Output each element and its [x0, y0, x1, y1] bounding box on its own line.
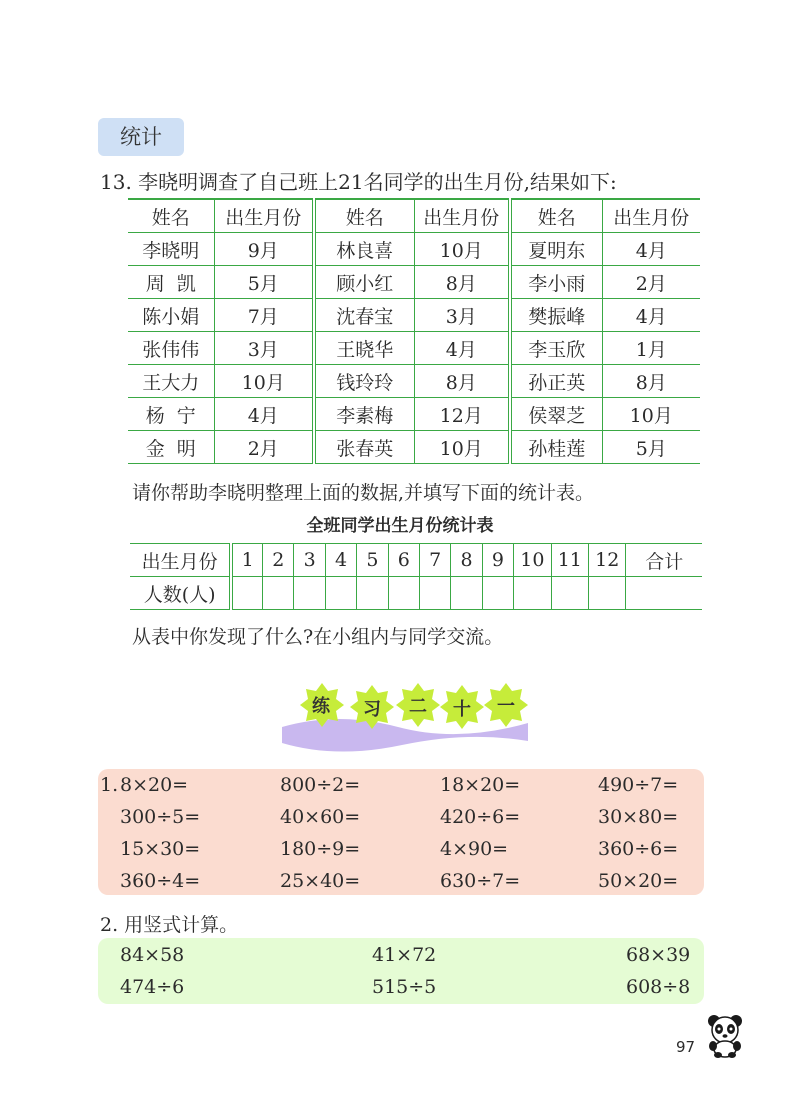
student-name: 王晓华	[314, 332, 414, 365]
student-name: 张伟伟	[128, 332, 214, 365]
month-cell: 12	[589, 544, 626, 577]
student-name: 钱玲玲	[314, 365, 414, 398]
exercise-number: 1.	[100, 774, 119, 796]
student-name: 孙桂莲	[510, 431, 602, 464]
header-name: 姓名	[510, 199, 602, 233]
birth-month: 10月	[602, 398, 700, 431]
section-tag: 统计	[98, 118, 184, 156]
header-name: 姓名	[128, 199, 214, 233]
student-name: 李小雨	[510, 266, 602, 299]
student-name: 李晓明	[128, 233, 214, 266]
count-blank[interactable]	[263, 577, 294, 610]
header-month: 出生月份	[414, 199, 510, 233]
birth-month-table	[128, 198, 700, 464]
student-name: 金 明	[128, 431, 214, 464]
month-cell: 9	[482, 544, 513, 577]
stat-count-row	[130, 577, 702, 610]
oral-calc-item: 50×20=	[598, 870, 679, 892]
student-name: 陈小娟	[128, 299, 214, 332]
birth-month: 1月	[602, 332, 700, 365]
student-name: 李玉欣	[510, 332, 602, 365]
birth-month: 2月	[214, 431, 314, 464]
table-row	[128, 431, 700, 464]
header-month: 出生月份	[602, 199, 700, 233]
count-blank[interactable]	[325, 577, 356, 610]
student-name: 杨 宁	[128, 398, 214, 431]
student-name: 沈春宝	[314, 299, 414, 332]
birth-month: 4月	[414, 332, 510, 365]
birth-month: 8月	[414, 365, 510, 398]
birth-month: 8月	[602, 365, 700, 398]
month-cell: 5	[357, 544, 388, 577]
written-calc-item: 608÷8	[626, 976, 691, 998]
student-name: 李素梅	[314, 398, 414, 431]
oral-calc-item: 630÷7=	[440, 870, 521, 892]
oral-calc-item: 360÷6=	[598, 838, 679, 860]
oral-calc-item: 490÷7=	[598, 774, 679, 796]
page-number: 97	[676, 1038, 696, 1056]
oral-calc-item: 300÷5=	[120, 806, 201, 828]
question-13-text: 13. 李晓明调查了自己班上21名同学的出生月份,结果如下:	[100, 170, 617, 194]
stat-month-row	[130, 544, 702, 577]
oral-calc-item: 800÷2=	[280, 774, 361, 796]
banner-char: 十	[453, 699, 471, 720]
count-blank[interactable]	[357, 577, 388, 610]
birth-month: 10月	[414, 431, 510, 464]
oral-calc-item: 30×80=	[598, 806, 679, 828]
student-name: 王大力	[128, 365, 214, 398]
student-name: 顾小红	[314, 266, 414, 299]
stat-label: 人数(人)	[130, 577, 231, 610]
count-blank[interactable]	[482, 577, 513, 610]
month-cell: 1	[231, 544, 262, 577]
birth-month: 9月	[214, 233, 314, 266]
birth-month: 5月	[602, 431, 700, 464]
count-blank[interactable]	[388, 577, 419, 610]
birth-month: 10月	[214, 365, 314, 398]
birth-month: 4月	[602, 233, 700, 266]
exercise-21-banner	[278, 675, 534, 753]
header-name: 姓名	[314, 199, 414, 233]
banner-char: 习	[363, 699, 381, 720]
written-calc-item: 474÷6	[120, 976, 185, 998]
oral-calc-item: 420÷6=	[440, 806, 521, 828]
month-cell: 10	[514, 544, 551, 577]
count-blank[interactable]	[589, 577, 626, 610]
oral-calc-item: 25×40=	[280, 870, 361, 892]
stat-table-title: 全班同学出生月份统计表	[306, 516, 494, 536]
oral-calc-item: 15×30=	[120, 838, 201, 860]
student-name: 夏明东	[510, 233, 602, 266]
student-name: 林良喜	[314, 233, 414, 266]
discover-prompt: 从表中你发现了什么?在小组内与同学交流。	[132, 626, 504, 648]
oral-calc-item: 8×20=	[120, 774, 189, 796]
panda-icon	[702, 1012, 748, 1058]
count-blank[interactable]	[419, 577, 450, 610]
count-blank[interactable]	[231, 577, 262, 610]
total-label: 合计	[626, 544, 702, 577]
birth-month: 7月	[214, 299, 314, 332]
student-name: 周 凯	[128, 266, 214, 299]
written-calc-item: 84×58	[120, 944, 185, 966]
banner-char: 一	[497, 696, 515, 717]
month-cell: 2	[263, 544, 294, 577]
table-row	[128, 233, 700, 266]
count-blank[interactable]	[294, 577, 325, 610]
birth-month: 2月	[602, 266, 700, 299]
month-cell: 8	[451, 544, 482, 577]
oral-calc-item: 4×90=	[440, 838, 509, 860]
written-calc-item: 515÷5	[372, 976, 437, 998]
count-blank[interactable]	[514, 577, 551, 610]
instruction-text: 请你帮助李晓明整理上面的数据,并填写下面的统计表。	[132, 482, 595, 504]
banner-char: 二	[409, 696, 427, 717]
birth-month: 3月	[414, 299, 510, 332]
birth-month: 4月	[602, 299, 700, 332]
month-cell: 4	[325, 544, 356, 577]
oral-calc-item: 360÷4=	[120, 870, 201, 892]
banner-char: 练	[312, 696, 330, 717]
month-cell: 7	[419, 544, 450, 577]
student-name: 孙正英	[510, 365, 602, 398]
birth-month: 12月	[414, 398, 510, 431]
birth-month: 8月	[414, 266, 510, 299]
table-row	[128, 299, 700, 332]
month-cell: 11	[551, 544, 588, 577]
table-header-row	[128, 199, 700, 233]
count-blank[interactable]	[451, 577, 482, 610]
total-blank[interactable]	[626, 577, 702, 610]
student-name: 张春英	[314, 431, 414, 464]
table-row	[128, 398, 700, 431]
count-blank[interactable]	[551, 577, 588, 610]
birth-month: 10月	[414, 233, 510, 266]
exercise-2-title: 2. 用竖式计算。	[100, 914, 239, 936]
stat-label: 出生月份	[130, 544, 231, 577]
birth-month: 3月	[214, 332, 314, 365]
student-name: 樊振峰	[510, 299, 602, 332]
header-month: 出生月份	[214, 199, 314, 233]
month-stat-table	[130, 543, 702, 610]
birth-month: 4月	[214, 398, 314, 431]
oral-calc-item: 18×20=	[440, 774, 521, 796]
written-calc-item: 41×72	[372, 944, 437, 966]
table-row	[128, 365, 700, 398]
oral-calc-item: 40×60=	[280, 806, 361, 828]
month-cell: 6	[388, 544, 419, 577]
table-row	[128, 332, 700, 365]
month-cell: 3	[294, 544, 325, 577]
birth-month: 5月	[214, 266, 314, 299]
oral-calc-item: 180÷9=	[280, 838, 361, 860]
table-row	[128, 266, 700, 299]
written-calc-item: 68×39	[626, 944, 691, 966]
student-name: 侯翠芝	[510, 398, 602, 431]
